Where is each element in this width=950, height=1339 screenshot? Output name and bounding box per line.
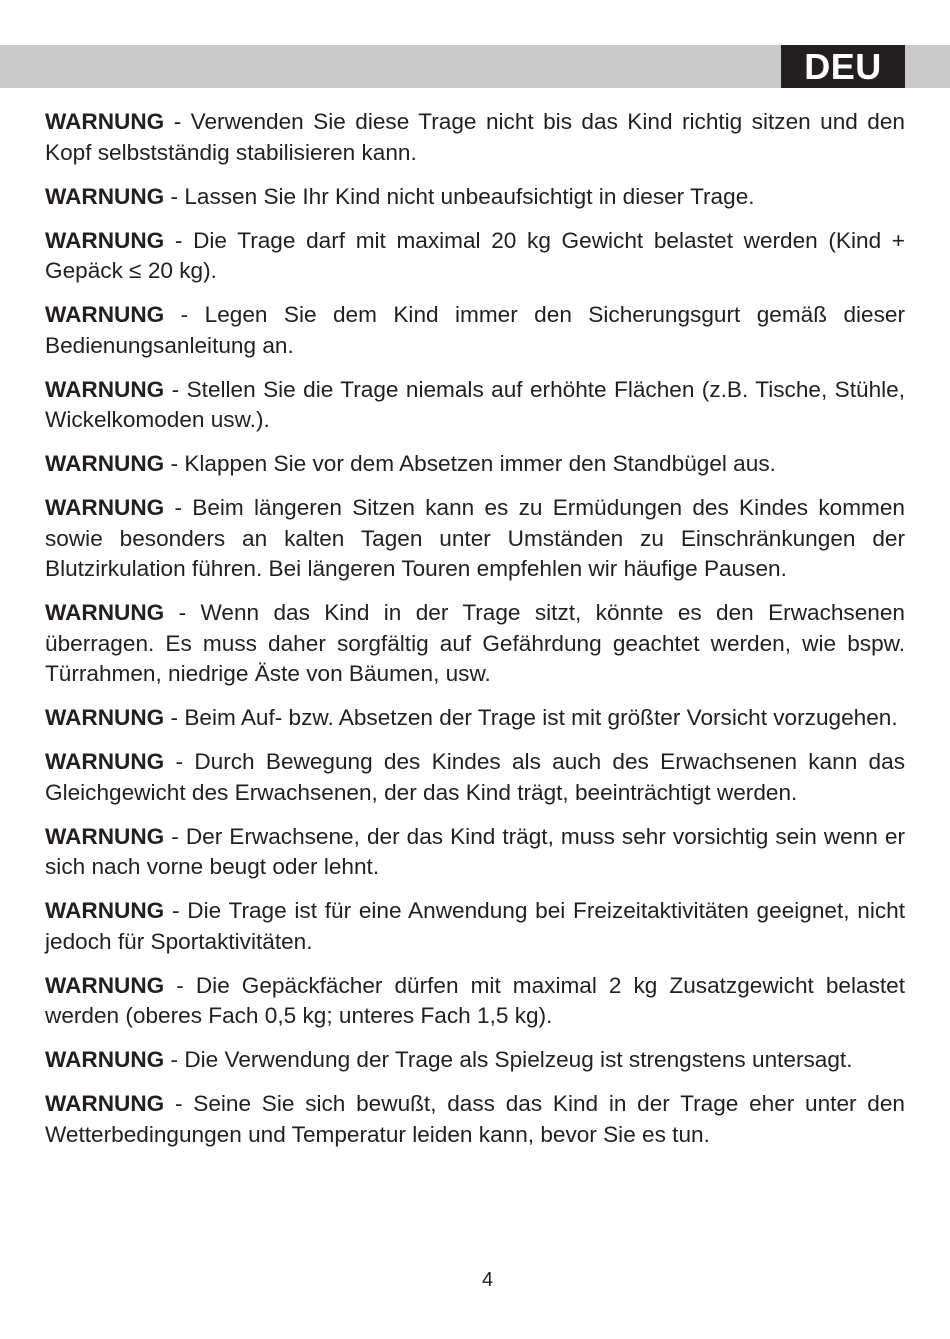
warning-text: - Die Trage ist für eine Anwendung bei Freizeitaktivitäten geeignet, nicht jedoch für Sportaktivitäten.	[45, 898, 905, 954]
warning-text: - Klappen Sie vor dem Absetzen immer den Standbügel aus.	[164, 451, 776, 476]
warning-paragraph	[45, 1089, 905, 1150]
warning-text: - Die Trage darf mit maximal 20 kg Gewicht belastet werden (Kind + Gepäck ≤ 20 kg).	[45, 227, 905, 283]
warning-label: WARNUNG	[45, 495, 165, 520]
warning-label: WARNUNG	[45, 302, 165, 327]
warning-label: WARNUNG	[45, 376, 165, 402]
warning-text: - Die Gepäckfächer dürfen mit maximal 2 kg Zusatzgewicht belastet werden (oberes Fach 0,5 kg; unteres Fach 1,5 kg).	[45, 972, 905, 1028]
warning-label: WARNUNG	[45, 600, 165, 625]
warning-text: - Stellen Sie die Trage niemals auf erhöhte Flächen (z.B. Tische, Stühle, Wickelkomoden usw.).	[45, 376, 905, 432]
warning-text: - Seine Sie sich bewußt, dass das Kind in der Trage eher unter den Wetterbedingungen und Temperatur leiden kann, bevor Sie es tun.	[45, 1091, 905, 1147]
warning-text: - Verwenden Sie diese Trage nicht bis das Kind richtig sitzen und den Kopf selbstständig stabilisieren kann.	[45, 109, 905, 165]
warning-label: WARNUNG	[45, 227, 165, 253]
warning-text: - Wenn das Kind in der Trage sitzt, könnte es den Erwachsenen überragen. Es muss daher sorgfältig auf Gefährdung geachtet werden, wie bspw. Türrahmen, niedrige Äste von Bäumen, usw.	[45, 600, 905, 686]
warning-paragraph	[45, 449, 905, 480]
warning-text: - Der Erwachsene, der das Kind trägt, muss sehr vorsichtig sein wenn er sich nach vorne beugt oder lehnt.	[45, 823, 905, 879]
warning-paragraph	[45, 493, 905, 585]
warning-label: WARNUNG	[45, 451, 165, 476]
warning-label: WARNUNG	[45, 898, 165, 923]
warning-paragraph	[45, 375, 905, 436]
warning-label: WARNUNG	[45, 749, 165, 774]
warning-text: - Legen Sie dem Kind immer den Sicherungsgurt gemäß dieser Bedienungsanleitung an.	[45, 302, 905, 358]
warning-paragraph	[45, 971, 905, 1032]
warning-paragraph	[45, 182, 905, 213]
warning-label: WARNUNG	[45, 823, 165, 849]
warning-text: - Beim längeren Sitzen kann es zu Ermüdungen des Kindes kommen sowie besonders an kalten Tagen unter Umständen zu Einschränkungen der Blutzirkulation führen. Bei längeren Touren empfehlen wir häufige Pausen.	[45, 495, 905, 581]
warning-paragraph	[45, 703, 905, 734]
warning-text: - Durch Bewegung des Kindes als auch des Erwachsenen kann das Gleichgewicht des Erwachsenen, der das Kind trägt, beeinträchtigt werden.	[45, 749, 905, 805]
warning-paragraph	[45, 1045, 905, 1076]
warnings-list	[45, 107, 905, 1164]
warning-text: - Die Verwendung der Trage als Spielzeug ist strengstens untersagt.	[164, 1047, 853, 1072]
warning-paragraph	[45, 300, 905, 361]
warning-paragraph	[45, 598, 905, 690]
warning-paragraph	[45, 896, 905, 957]
language-badge: DEU	[781, 45, 905, 88]
warning-text: - Beim Auf- bzw. Absetzen der Trage ist mit größter Vorsicht vorzugehen.	[164, 705, 898, 730]
warning-label: WARNUNG	[45, 1091, 165, 1116]
warning-label: WARNUNG	[45, 109, 165, 134]
warning-label: WARNUNG	[45, 705, 165, 730]
warning-paragraph	[45, 107, 905, 168]
warning-paragraph	[45, 747, 905, 808]
warning-label: WARNUNG	[45, 183, 165, 209]
warning-label: WARNUNG	[45, 972, 165, 998]
warning-label: WARNUNG	[45, 1047, 165, 1072]
warning-paragraph	[45, 226, 905, 287]
page-number: 4	[481, 1269, 494, 1291]
warning-text: - Lassen Sie Ihr Kind nicht unbeaufsichtigt in dieser Trage.	[164, 183, 755, 209]
warning-paragraph	[45, 822, 905, 883]
